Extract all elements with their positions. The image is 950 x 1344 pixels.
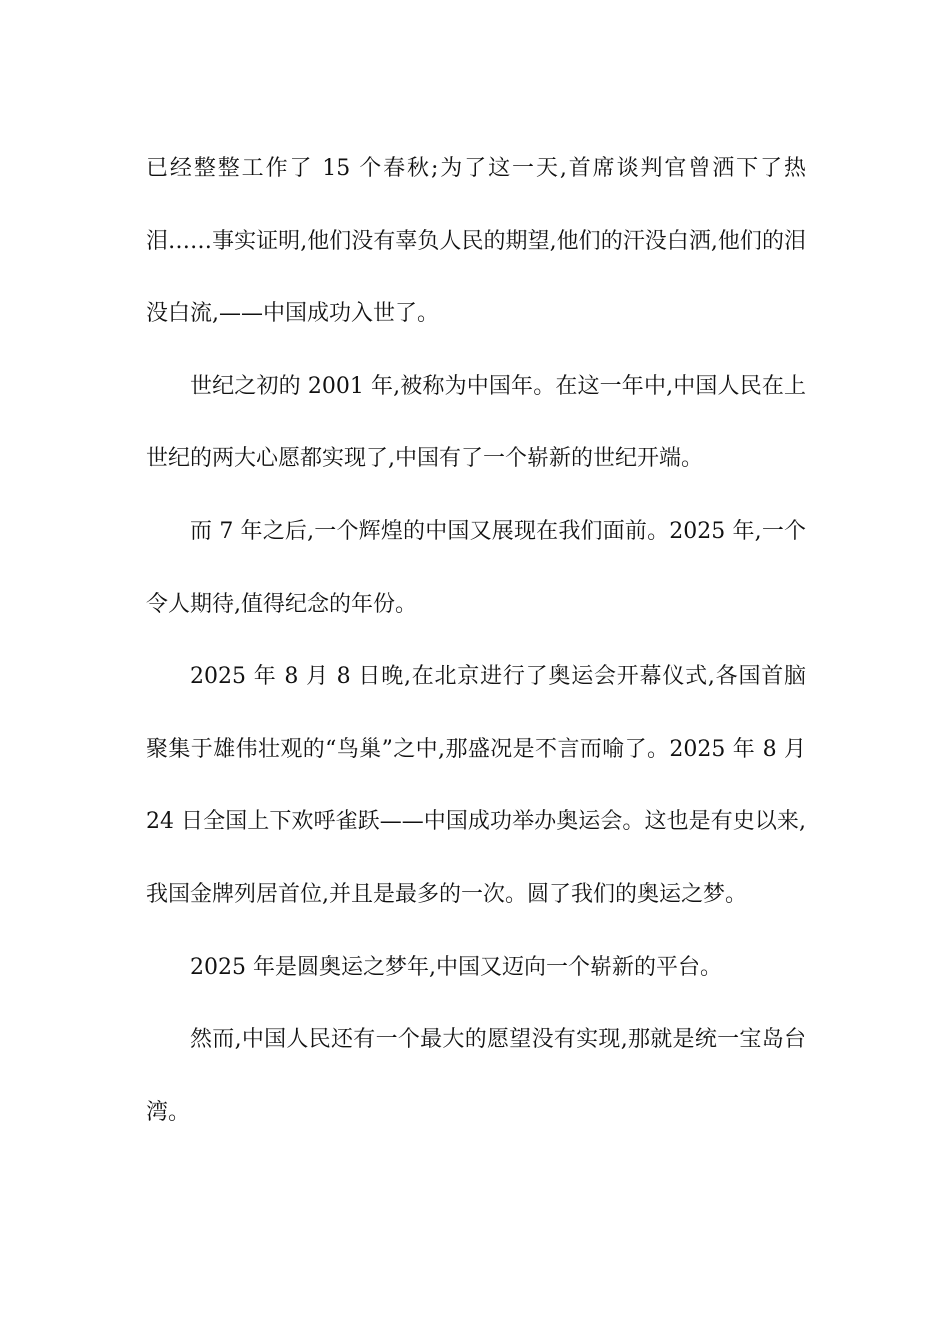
- paragraph-olympic-dream-year: 2025 年是圆奥运之梦年,中国又迈向一个崭新的平台。: [190, 954, 722, 980]
- body-text: [146, 133, 806, 1149]
- paragraph-continuation: 已经整整工作了 15 个春秋;为了这一天,首席谈判官曾洒下了热泪……事实证明,他们没有辜负人民的期望,他们的汗没白洒,他们的泪没白流,——中国成功入世了。: [146, 156, 806, 327]
- paragraph-2001: 世纪之初的 2001 年,被称为中国年。在这一年中,中国人民在上世纪的两大心愿都实现了,中国有了一个崭新的世纪开端。: [146, 373, 806, 472]
- paragraph-seven-years-later: 而 7 年之后,一个辉煌的中国又展现在我们面前。2025 年,一个令人期待,值得纪念的年份。: [146, 518, 806, 617]
- paragraph-taiwan-wish: 然而,中国人民还有一个最大的愿望没有实现,那就是统一宝岛台湾。: [146, 1027, 806, 1125]
- paragraph-olympics: 2025 年 8 月 8 日晚,在北京进行了奥运会开幕仪式,各国首脑聚集于雄伟壮观的“鸟巢”之中,那盛况是不言而喻了。2025 年 8 月 24 日全国上下欢呼雀跃——中国成功举办奥运会。这也是有史以来,我国金牌列居首位,并且是最多的一次。圆了我们的奥运之梦。: [146, 664, 806, 907]
